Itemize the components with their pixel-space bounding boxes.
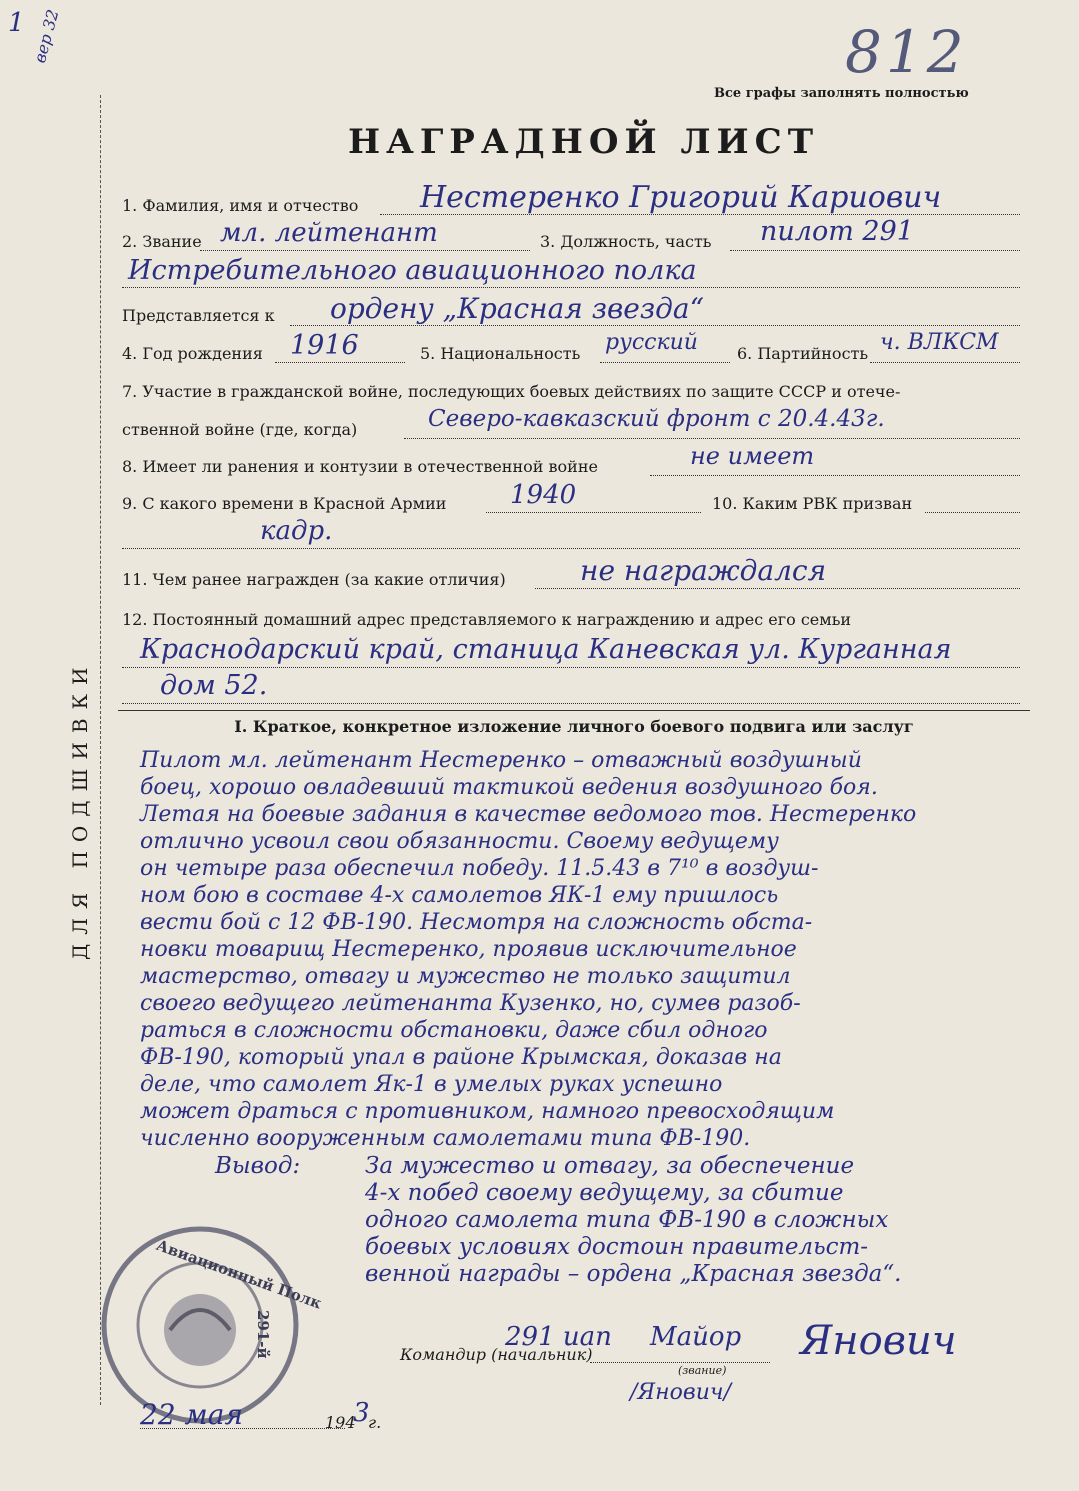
f6-line <box>870 362 1020 363</box>
date-year-hand: 3 <box>353 1398 370 1428</box>
narrative-line: вести бой с 12 ФВ-190. Несмотря на сложность обста- <box>140 910 813 935</box>
f8-value: не имеет <box>690 442 815 470</box>
date-year-suffix: г. <box>368 1413 382 1432</box>
commander-line <box>590 1362 770 1363</box>
f8-line <box>650 475 1020 476</box>
narrative-line: Пилот мл. лейтенант Нестеренко – отважный воздушный <box>140 748 862 773</box>
narrative-line: новки товарищ Нестеренко, проявив исключительное <box>140 937 797 962</box>
conclusion-line: боевых условиях достоин правительст- <box>365 1234 869 1260</box>
conclusion-line: За мужество и отвагу, за обеспечение <box>365 1153 855 1179</box>
f3-cont-value: Истребительного авиационного полка <box>128 255 697 286</box>
f5-value: русский <box>605 330 698 355</box>
seal-text-top: Авиационный Полк <box>153 1236 325 1313</box>
represented-line <box>290 325 1020 326</box>
f2-label: 2. Звание <box>122 232 202 251</box>
f6-value: ч. ВЛКСМ <box>880 330 999 355</box>
date-line <box>140 1428 345 1429</box>
f12-line-1 <box>122 667 1020 668</box>
f9-label: 9. С какого времени в Красной Армии <box>122 494 447 513</box>
date-day: 22 мая <box>140 1398 243 1431</box>
narrative-line: может драться с противником, намного превосходящим <box>140 1099 835 1124</box>
archive-number: 812 <box>845 18 968 86</box>
binding-line <box>100 95 101 1405</box>
commander-rank: Майор <box>650 1322 742 1352</box>
f7-line <box>404 438 1020 439</box>
narrative-line: ном бою в составе 4-х самолетов ЯК-1 ему пришлось <box>140 883 779 908</box>
commander-signature: Янович <box>800 1318 957 1364</box>
narrative-line: отлично усвоил свои обязанности. Своему ведущему <box>140 829 779 854</box>
f11-label: 11. Чем ранее награжден (за какие отличия) <box>122 570 506 589</box>
document-title: НАГРАДНОЙ ЛИСТ <box>348 122 820 162</box>
f12-line-2 <box>122 703 1020 704</box>
f3-label: 3. Должность, часть <box>540 232 712 251</box>
f8-label: 8. Имеет ли ранения и контузии в отечественной войне <box>122 457 598 476</box>
f7-label-1: 7. Участие в гражданской войне, последующих боевых действиях по защите СССР и отече- <box>122 382 901 401</box>
f5-label: 5. Национальность <box>420 344 581 363</box>
f11-value: не награждался <box>580 554 827 587</box>
represented-label: Представляется к <box>122 306 275 325</box>
f10-line-2 <box>122 548 1020 549</box>
narrative-line: раться в сложности обстановки, даже сбил одного <box>140 1018 768 1043</box>
f3-line <box>730 250 1020 251</box>
f5-line <box>600 362 730 363</box>
f2-value: мл. лейтенант <box>220 218 438 248</box>
archive-note: вер 32 <box>30 7 63 65</box>
section-heading: I. Краткое, конкретное изложение личного боевого подвига или заслуг <box>118 710 1030 736</box>
narrative-line: Летая на боевые задания в качестве ведомого тов. Нестеренко <box>140 802 917 827</box>
commander-name: /Янович/ <box>630 1380 731 1405</box>
f12-value-2: дом 52. <box>160 670 268 701</box>
f10-value: кадр. <box>260 516 333 546</box>
commander-unit: 291 иап <box>505 1322 612 1352</box>
f7-label-2: ственной войне (где, когда) <box>122 420 358 439</box>
f2-line <box>200 250 530 251</box>
f9-line <box>486 512 701 513</box>
f4-label: 4. Год рождения <box>122 344 263 363</box>
f10-line <box>925 512 1020 513</box>
f3-cont-line <box>122 287 1020 288</box>
f6-label: 6. Партийность <box>737 344 869 363</box>
side-binding-label: ДЛЯ ПОДШИВКИ <box>68 658 92 960</box>
seal-text-side: 291-й <box>254 1310 272 1359</box>
conclusion-label: Вывод: <box>215 1153 301 1179</box>
conclusion-line: одного самолета типа ФВ-190 в сложных <box>365 1207 889 1233</box>
date-year-printed: 194 <box>325 1413 356 1432</box>
page-mark: 1 <box>8 8 25 38</box>
narrative-line: мастерство, отвагу и мужество не только защитил <box>140 964 791 989</box>
f7-value: Северо-кавказский фронт с 20.4.43г. <box>428 406 885 432</box>
f12-value-1: Краснодарский край, станица Каневская ул. Курганная <box>140 634 952 665</box>
narrative-line: ФВ-190, который упал в районе Крымская, доказав на <box>140 1045 782 1070</box>
narrative-line: деле, что самолет Як-1 в умелых руках успешно <box>140 1072 723 1097</box>
fill-all-note: Все графы заполнять полностью <box>714 86 969 101</box>
f3-value: пилот 291 <box>760 216 914 247</box>
f4-line <box>275 362 405 363</box>
f1-label: 1. Фамилия, имя и отчество <box>122 196 359 215</box>
narrative-line: он четыре раза обеспечил победу. 11.5.43 в 7¹⁰ в воздуш- <box>140 856 819 881</box>
commander-label: Командир (начальник) <box>400 1345 593 1364</box>
rank-caption: (звание) <box>678 1364 727 1377</box>
f1-value: Нестеренко Григорий Кариович <box>420 180 942 215</box>
f4-value: 1916 <box>290 330 359 361</box>
f11-line <box>535 588 1020 589</box>
narrative-line: своего ведущего лейтенанта Кузенко, но, сумев разоб- <box>140 991 801 1016</box>
conclusion-line: венной награды – ордена „Красная звезда“. <box>365 1261 902 1287</box>
represented-value: ордену „Красная звезда“ <box>330 292 704 325</box>
narrative-line: численно вооруженным самолетами типа ФВ-190. <box>140 1126 751 1151</box>
f10-label: 10. Каким РВК призван <box>712 494 913 513</box>
f9-value: 1940 <box>510 480 577 510</box>
conclusion-line: 4-х побед своему ведущему, за сбитие <box>365 1180 844 1206</box>
narrative-line: боец, хорошо овладевший тактикой ведения воздушного боя. <box>140 775 878 800</box>
f12-label: 12. Постоянный домашний адрес представляемого к награждению и адрес его семьи <box>122 610 852 629</box>
